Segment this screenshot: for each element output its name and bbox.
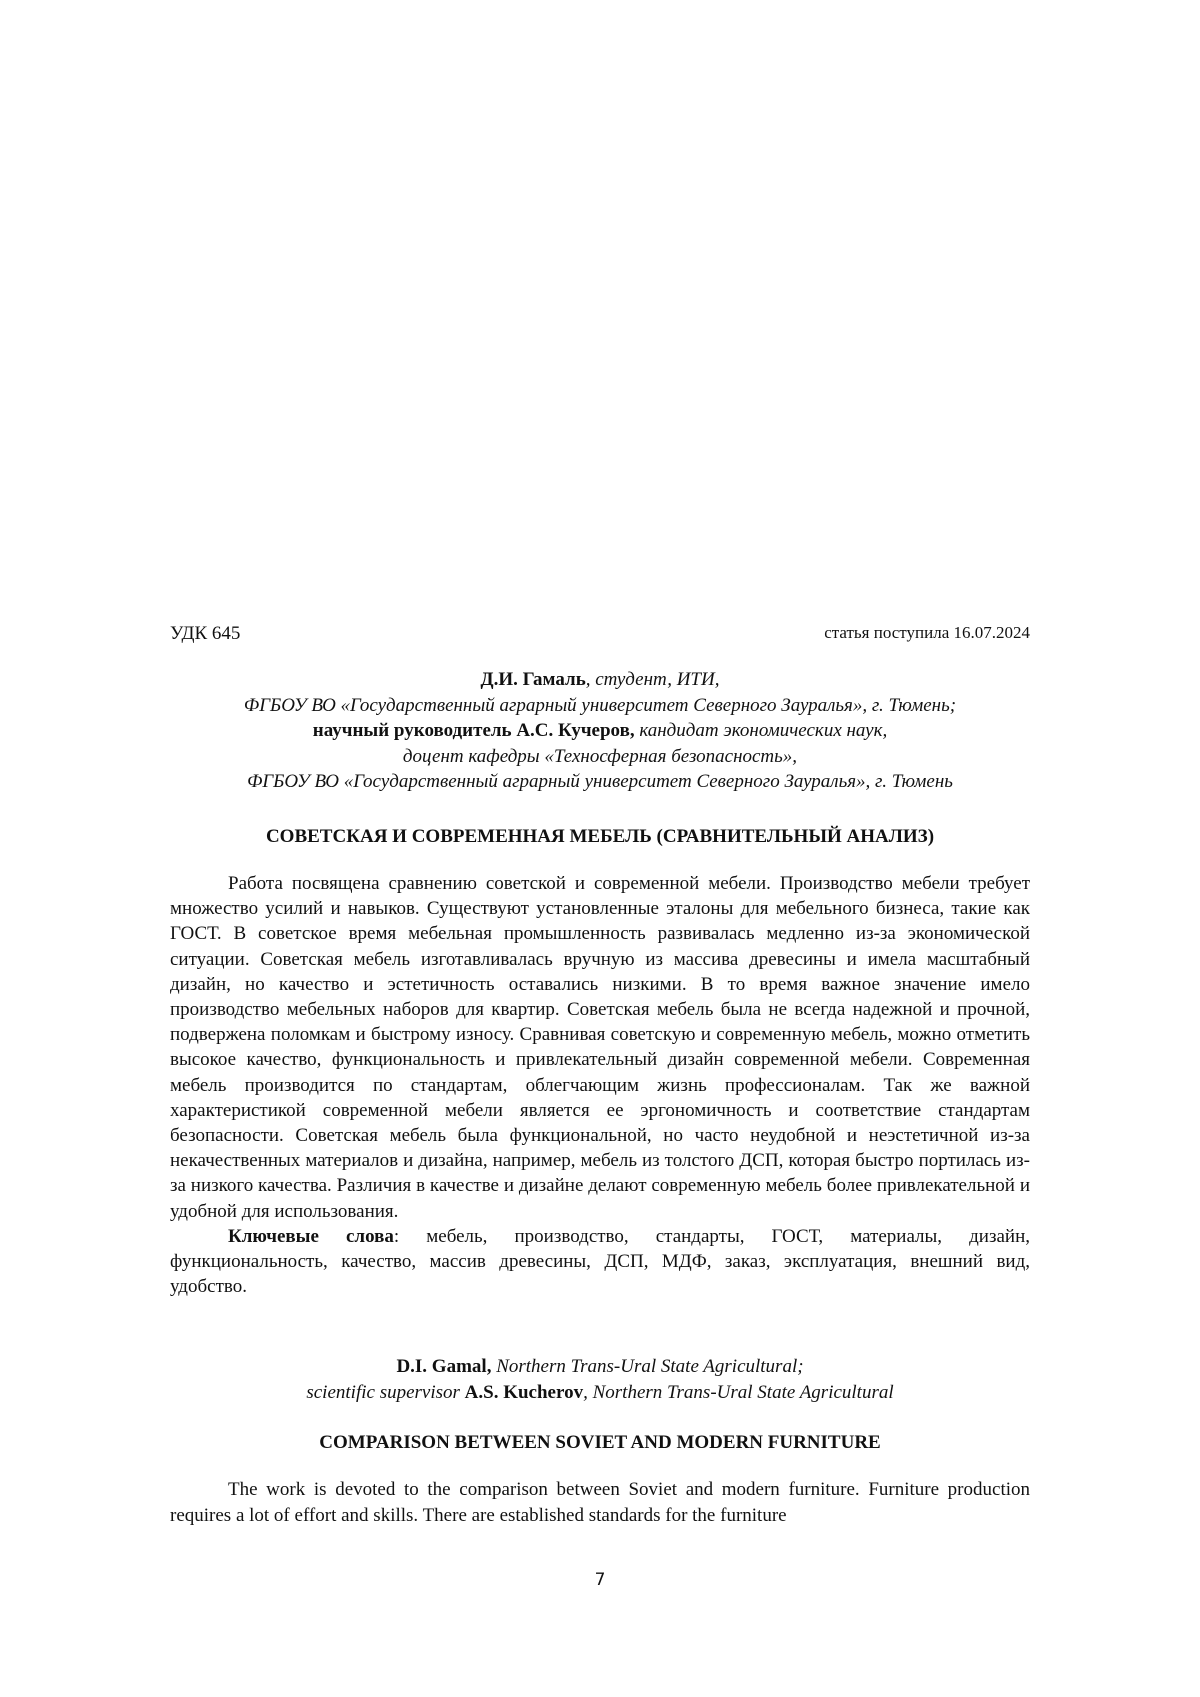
supervisor-name-en: A.S. Kucherov — [464, 1381, 584, 1403]
supervisor-affiliation: ФГБОУ ВО «Государственный аграрный университет Северного Зауралья», г. Тюмень — [247, 771, 953, 792]
supervisor-line-en — [170, 1380, 1030, 1406]
abstract-ru — [170, 871, 1030, 1299]
author-line — [170, 667, 1030, 693]
abstract-paragraph-en: The work is devoted to the comparison between Soviet and modern furniture. Furniture production requires a lot of effort and skills. There are established standards for the furniture — [170, 1479, 1030, 1526]
authors-block-ru — [170, 667, 1030, 795]
author-name-en: D.I. Gamal, — [396, 1356, 492, 1377]
keywords-label: Ключевые слова — [228, 1225, 394, 1247]
article-title-en: COMPARISON BETWEEN SOVIET AND MODERN FURNITURE — [319, 1432, 881, 1453]
supervisor-position: доцент кафедры «Техносферная безопасность», — [402, 745, 798, 767]
author-name: Д.И. Гамаль — [480, 669, 586, 690]
supervisor-affiliation-en: , Northern Trans-Ural State Agricultural — [583, 1381, 894, 1403]
authors-block-en — [170, 1354, 1030, 1405]
page-number: 7 — [594, 1570, 606, 1590]
udk-code: УДК 645 — [170, 623, 241, 644]
supervisor-label-en: scientific supervisor — [306, 1381, 465, 1403]
author-affiliation-en: Northern Trans-Ural State Agricultural; — [491, 1356, 804, 1377]
author-line-en — [170, 1354, 1030, 1380]
supervisor-name: научный руководитель А.С. Кучеров, — [312, 720, 635, 741]
received-date: статья поступила 16.07.2024 — [824, 623, 1030, 642]
author-role: , студент, ИТИ, — [585, 669, 720, 690]
abstract-paragraph-ru: Работа посвящена сравнению советской и современной мебели. Производство мебели требует множество усилий и навыков. Существуют установленные эталоны для мебельного бизнеса, такие как ГОСТ. В советское время мебельная промышленность развивалась медленно из-за экономической ситуации. Советская мебель изготавливалась вручную из массива древесины и имела масштабный дизайн, но качество и эстетичность оставались низкими. В то время важное значение имело производство мебельных наборов для квартир. Советская мебель была не всегда надежной и прочной, подвержена поломкам и быстрому износу. Сравнивая советскую и современную мебель, можно отметить высокое качество, функциональность и привлекательный дизайн современной мебели. Современная мебель производится по стандартам, облегчающим жизнь профессионалам. Так же важной характеристикой современной мебели является ее эргономичность и соответствие стандартам безопасности. Советская мебель была функциональной, но часто неудобной и неэстетичной из-за некачественных материалов и дизайна, например, мебель из толстого ДСП, которая быстро портилась из-за низкого качества. Различия в качестве и дизайне делают современную мебель более привлекательной и удобной для использования. — [170, 873, 1030, 1222]
abstract-en — [170, 1477, 1030, 1528]
supervisor-role: кандидат экономических наук, — [634, 720, 888, 741]
author-affiliation: ФГБОУ ВО «Государственный аграрный университет Северного Зауралья», г. Тюмень; — [243, 694, 957, 716]
article-title-ru: СОВЕТСКАЯ И СОВРЕМЕННАЯ МЕБЕЛЬ (СРАВНИТЕЛЬНЫЙ АНАЛИЗ) — [265, 826, 935, 847]
keywords-ru — [170, 1224, 1030, 1300]
keywords-text: : мебель, производство, стандарты, ГОСТ, материалы, дизайн, функциональность, качество, массив древесины, ДСП, МДФ, заказ, эксплуатация, внешний вид, удобство. — [170, 1225, 1030, 1298]
supervisor-line — [170, 718, 1030, 744]
